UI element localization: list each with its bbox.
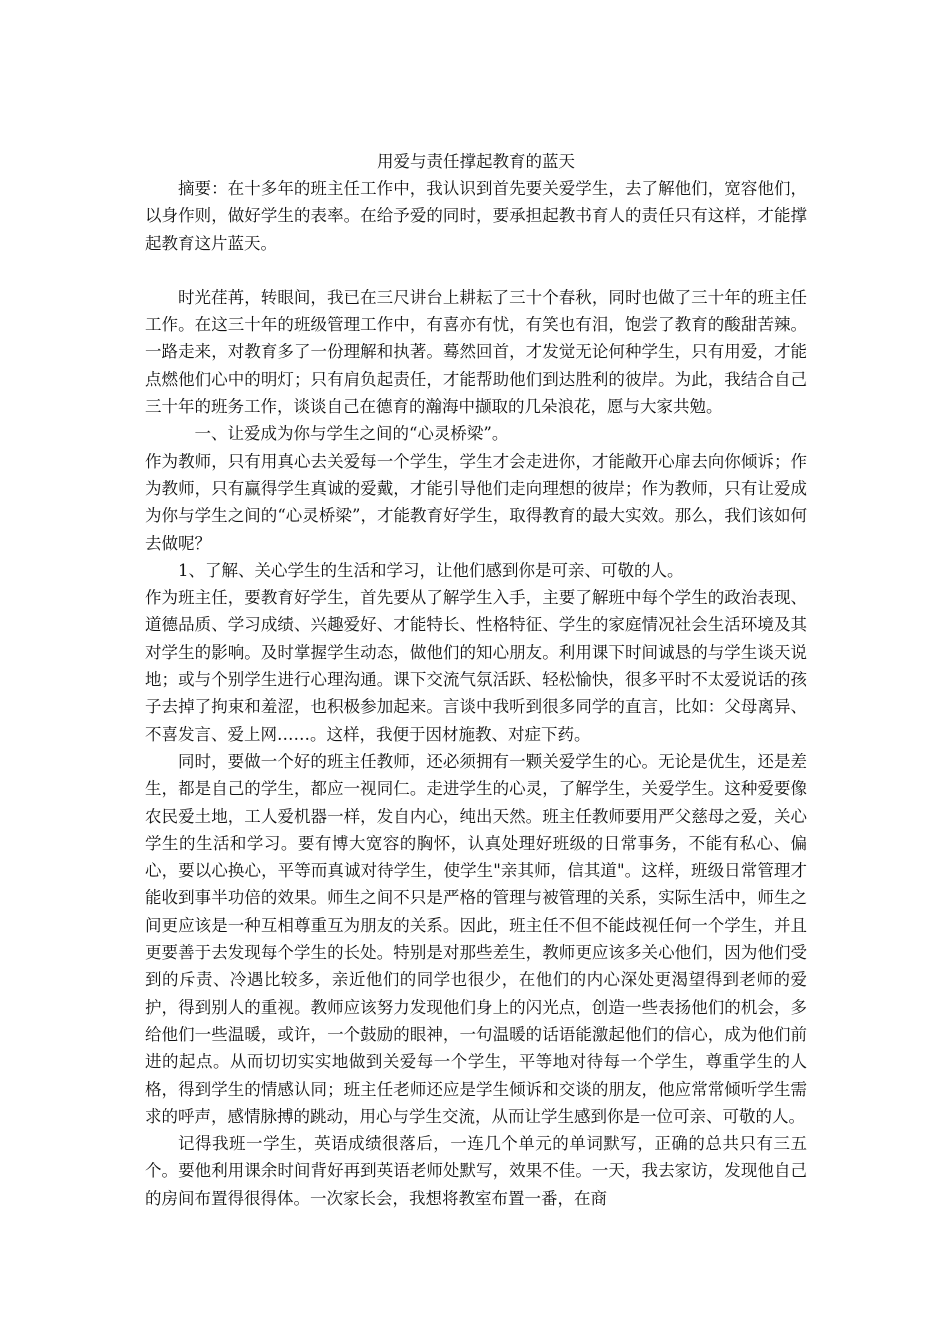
abstract-paragraph: 摘要：在十多年的班主任工作中，我认识到首先要关爱学生，去了解他们，宽容他们，以身作则，做好学生的表率。在给予爱的同时，要承担起教书育人的责任只有这样，才能撑起教育这片蓝天。 (145, 179, 807, 253)
subsection-body-paragraph: 作为班主任，要教育好学生，首先要从了解学生入手，主要了解班中每个学生的政治表现、道德品质、学习成绩、兴趣爱好、才能特长、性格特征、学生的家庭情况社会生活环境及其对学生的影响。及时掌握学生动态，做他们的知心朋友。利用课下时间诚恳的与学生谈天说地；或与个别学生进行心理沟通。课下交流气氛活跃、轻松愉快，很多平时不太爱说话的孩子去掉了拘束和羞涩，也积极参加起来。言谈中我听到很多同学的直言，比如：父母离异、不喜发言、爱上网……。这样，我便于因材施教、对症下药。 (145, 588, 807, 744)
document-body (145, 148, 807, 1212)
body-paragraph: 记得我班一学生，英语成绩很落后，一连几个单元的单词默写，正确的总共只有三五个。要他利用课余时间背好再到英语老师处默写，效果不佳。一天，我去家访，发现他自己的房间布置得很得体。一次家长会，我想将教室布置一番，在商 (145, 1134, 807, 1208)
subsection-heading: 1、了解、关心学生的生活和学习，让他们感到你是可亲、可敬的人。 (178, 560, 684, 580)
paragraph-spacer (145, 257, 807, 284)
section-body-paragraph: 作为教师，只有用真心去关爱每一个学生，学生才会走进你，才能敞开心扉去向你倾诉；作为教师，只有赢得学生真诚的爱戴，才能引导他们走向理想的彼岸；作为教师，只有让爱成为你与学生之间的“心灵桥梁”，才能教育好学生，取得教育的最大实效。那么，我们该如何去做呢？ (145, 451, 807, 553)
body-paragraph: 同时，要做一个好的班主任教师，还必须拥有一颗关爱学生的心。无论是优生，还是差生，都是自己的学生，都应一视同仁。走进学生的心灵，了解学生，关爱学生。这种爱要像农民爱土地，工人爱机器一样，发自内心，纯出天然。班主任教师要用严父慈母之爱，关心学生的生活和学习。要有博大宽容的胸怀，认真处理好班级的日常事务，不能有私心、偏心，要以心换心，平等而真诚对待学生，使学生"亲其师，信其道"。这样，班级日常管理才能收到事半功倍的效果。师生之间不只是严格的管理与被管理的关系，实际生活中，师生之间更应该是一种互相尊重互为朋友的关系。因此，班主任不但不能歧视任何一个学生，并且更要善于去发现每个学生的长处。特别是对那些差生，教师更应该多关心他们，因为他们受到的斥责、冷遇比较多，亲近他们的同学也很少，在他们的内心深处更渴望得到老师的爱护，得到别人的重视。教师应该努力发现他们身上的闪光点，创造一些表扬他们的机会，多给他们一些温暖，或许，一个鼓励的眼神，一句温暖的话语能激起他们的信心，成为他们前进的起点。从而切切实实地做到关爱每一个学生，平等地对待每一个学生，尊重学生的人格，得到学生的情感认同；班主任老师还应是学生倾诉和交谈的朋友，他应常常倾听学生需求的呼声，感情脉搏的跳动，用心与学生交流，从而让学生感到你是一位可亲、可敬的人。 (145, 751, 807, 1126)
intro-paragraph: 时光荏苒，转眼间，我已在三尺讲台上耕耘了三十个春秋，同时也做了三十年的班主任工作。在这三十年的班级管理工作中，有喜亦有忧，有笑也有泪，饱尝了教育的酸甜苦辣。一路走来，对教育多了一份理解和执著。蓦然回首，才发觉无论何种学生，只有用爱，才能点燃他们心中的明灯；只有肩负起责任，才能帮助他们到达胜利的彼岸。为此，我结合自己三十年的班务工作，谈谈自己在德育的瀚海中撷取的几朵浪花，愿与大家共勉。 (145, 287, 807, 417)
document-title: 用爱与责任撑起教育的蓝天 (377, 152, 575, 171)
section-heading: 一、让爱成为你与学生之间的“心灵桥梁”。 (194, 424, 509, 444)
